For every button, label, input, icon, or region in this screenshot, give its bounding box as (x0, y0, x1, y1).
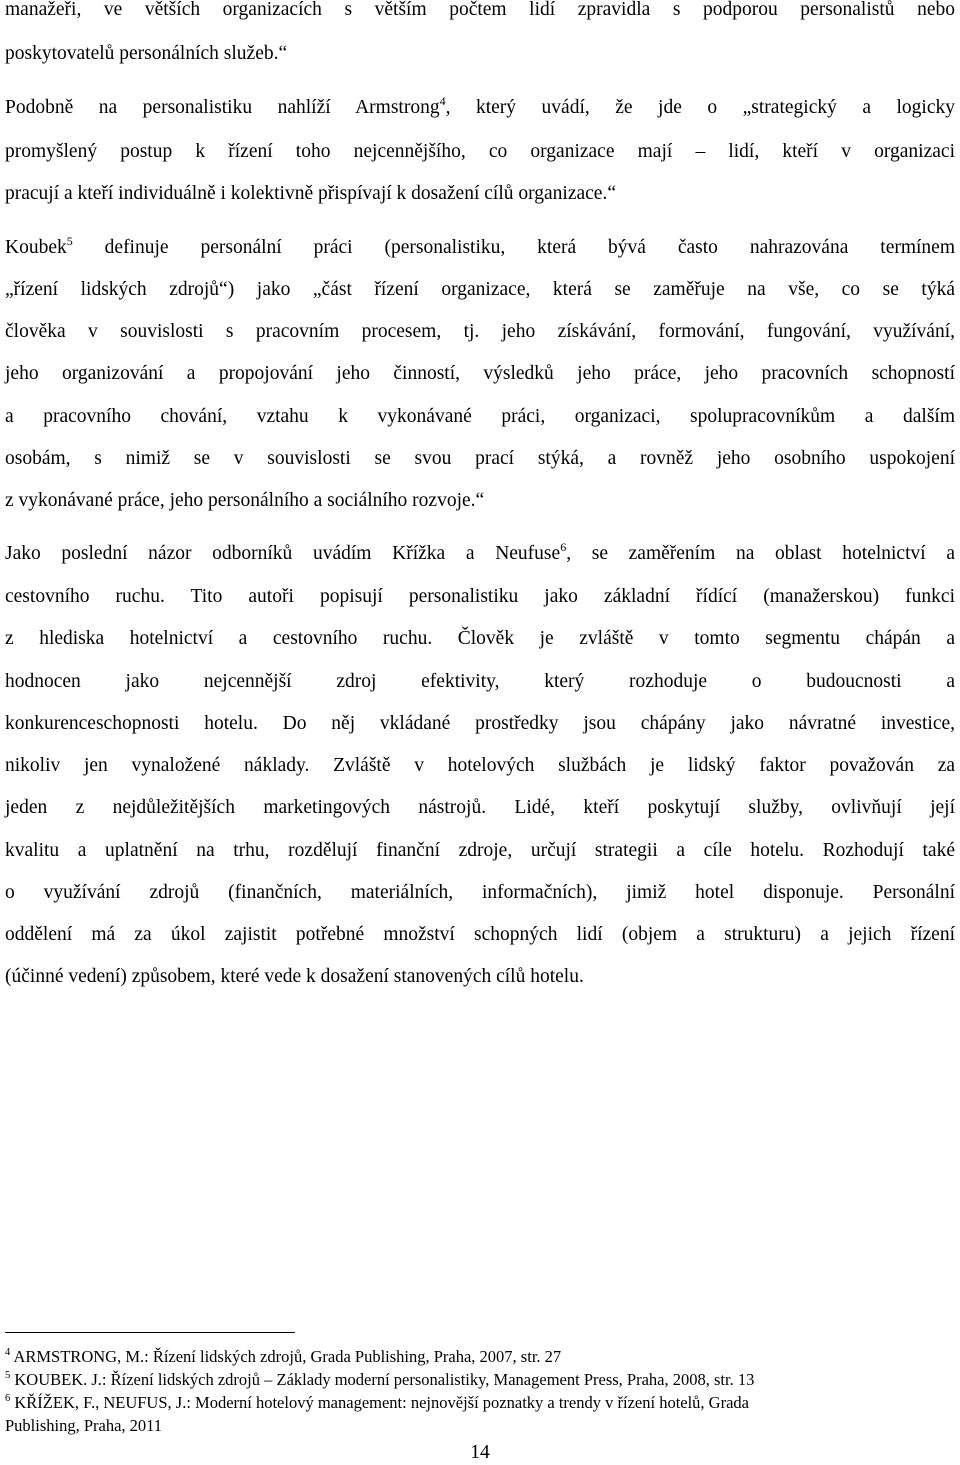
paragraph-4-line-3: z hlediska hotelnictví a cestovního ruchu. Člověk je zvláště v tomto segmentu chápán a (5, 628, 955, 649)
footnote-6-continuation: Publishing, Praha, 2011 (5, 1416, 163, 1435)
paragraph-3-line-5: a pracovního chování, vztahu k vykonávané práci, organizaci, spolupracovníkům a dalším (5, 406, 955, 427)
paragraph-4-line-6: nikoliv jen vynaložené náklady. Zvláště v hotelových službách je lidský faktor považován za (5, 755, 955, 776)
footnote-separator (5, 1332, 295, 1333)
page-number: 14 (470, 1442, 490, 1463)
paragraph-3-line-3: člověka v souvislosti s pracovním procesem, tj. jeho získávání, formování, fungování, využívání, (5, 321, 955, 342)
paragraph-4-line-5: konkurenceschopnosti hotelu. Do něj vkládané prostředky jsou chápány jako návratné investice, (5, 713, 955, 734)
paragraph-2-line-1: Podobně na personalistiku nahlíží Armstrong$^4$, který uvádí, že jde o „strategický a logicky (5, 94, 956, 118)
footnote-6: $^6$ KŘÍŽEK, F., NEUFUS, J.: Moderní hotelový management: nejnovější poznatky a trendy v řízení hotelů, Grada (5, 1393, 749, 1412)
footnote-4: $^4$ ARMSTRONG, M.: Řízení lidských zdrojů, Grada Publishing, Praha, 2007, str. 27 (5, 1347, 562, 1366)
paragraph-2-line-3: pracují a kteří individuálně i kolektivně přispívají k dosažení cílů organizace.“ (5, 183, 616, 204)
paragraph-3-line-2: „řízení lidských zdrojů“) jako „část řízení organizace, která se zaměřuje na vše, co se týká (5, 279, 955, 300)
footnote-ref-4: 4 (439, 94, 446, 108)
paragraph-2-line-2: promyšlený postup k řízení toho nejcennějšího, co organizace mají – lidí, kteří v organizaci (5, 141, 955, 162)
paragraph-3-line-1: Koubek$^5$ definuje personální práci (personalistiku, která bývá často nahrazována termínem (5, 234, 955, 258)
footnote-5: $^5$ KOUBEK. J.: Řízení lidských zdrojů – Základy moderní personalistiky, Management Press, Praha, 2008, str. 13 (5, 1370, 755, 1389)
paragraph-3-line-6: osobám, s nimiž se v souvislosti se svou prací stýká, a rovněž jeho osobního uspokojení (5, 448, 955, 469)
paragraph-4-line-2: cestovního ruchu. Tito autoři popisují personalistiku jako základní řídící (manažerskou) funkci (5, 586, 955, 607)
footnote-ref-5: 5 (66, 234, 73, 248)
paragraph-4-line-4: hodnocen jako nejcennější zdroj efektivity, který rozhoduje o budoucnosti a (5, 671, 955, 692)
paragraph-4-line-1: Jako poslední názor odborníků uvádím Křížka a Neufuse$^6$, se zaměřením na oblast hotelnictví a (5, 540, 955, 564)
paragraph-4-line-9: o využívání zdrojů (finančních, materiálních, informačních), jimiž hotel disponuje. Personální (5, 882, 955, 903)
paragraph-1-line-1: manažeři, ve větších organizacích s větším počtem lidí zpravidla s podporou personalistů nebo (5, 0, 955, 20)
paragraph-4-line-8: kvalitu a uplatnění na trhu, rozdělují finanční zdroje, určují strategii a cíle hotelu. Rozhodují také (5, 840, 955, 861)
paragraph-1-line-2: poskytovatelů personálních služeb.“ (5, 43, 288, 64)
paragraph-4-line-11: (účinné vedení) způsobem, které vede k dosažení stanovených cílů hotelu. (5, 966, 584, 987)
footnote-ref-6: 6 (560, 540, 567, 554)
paragraph-3-line-7: z vykonávané práce, jeho personálního a sociálního rozvoje.“ (5, 490, 485, 511)
paragraph-3-line-4: jeho organizování a propojování jeho činností, výsledků jeho práce, jeho pracovních schopností (5, 363, 955, 384)
paragraph-4-line-7: jeden z nejdůležitějších marketingových nástrojů. Lidé, kteří poskytují služby, ovlivňují její (5, 797, 955, 818)
paragraph-4-line-10: oddělení má za úkol zajistit potřebné množství schopných lidí (objem a strukturu) a jejich řízení (5, 924, 955, 945)
